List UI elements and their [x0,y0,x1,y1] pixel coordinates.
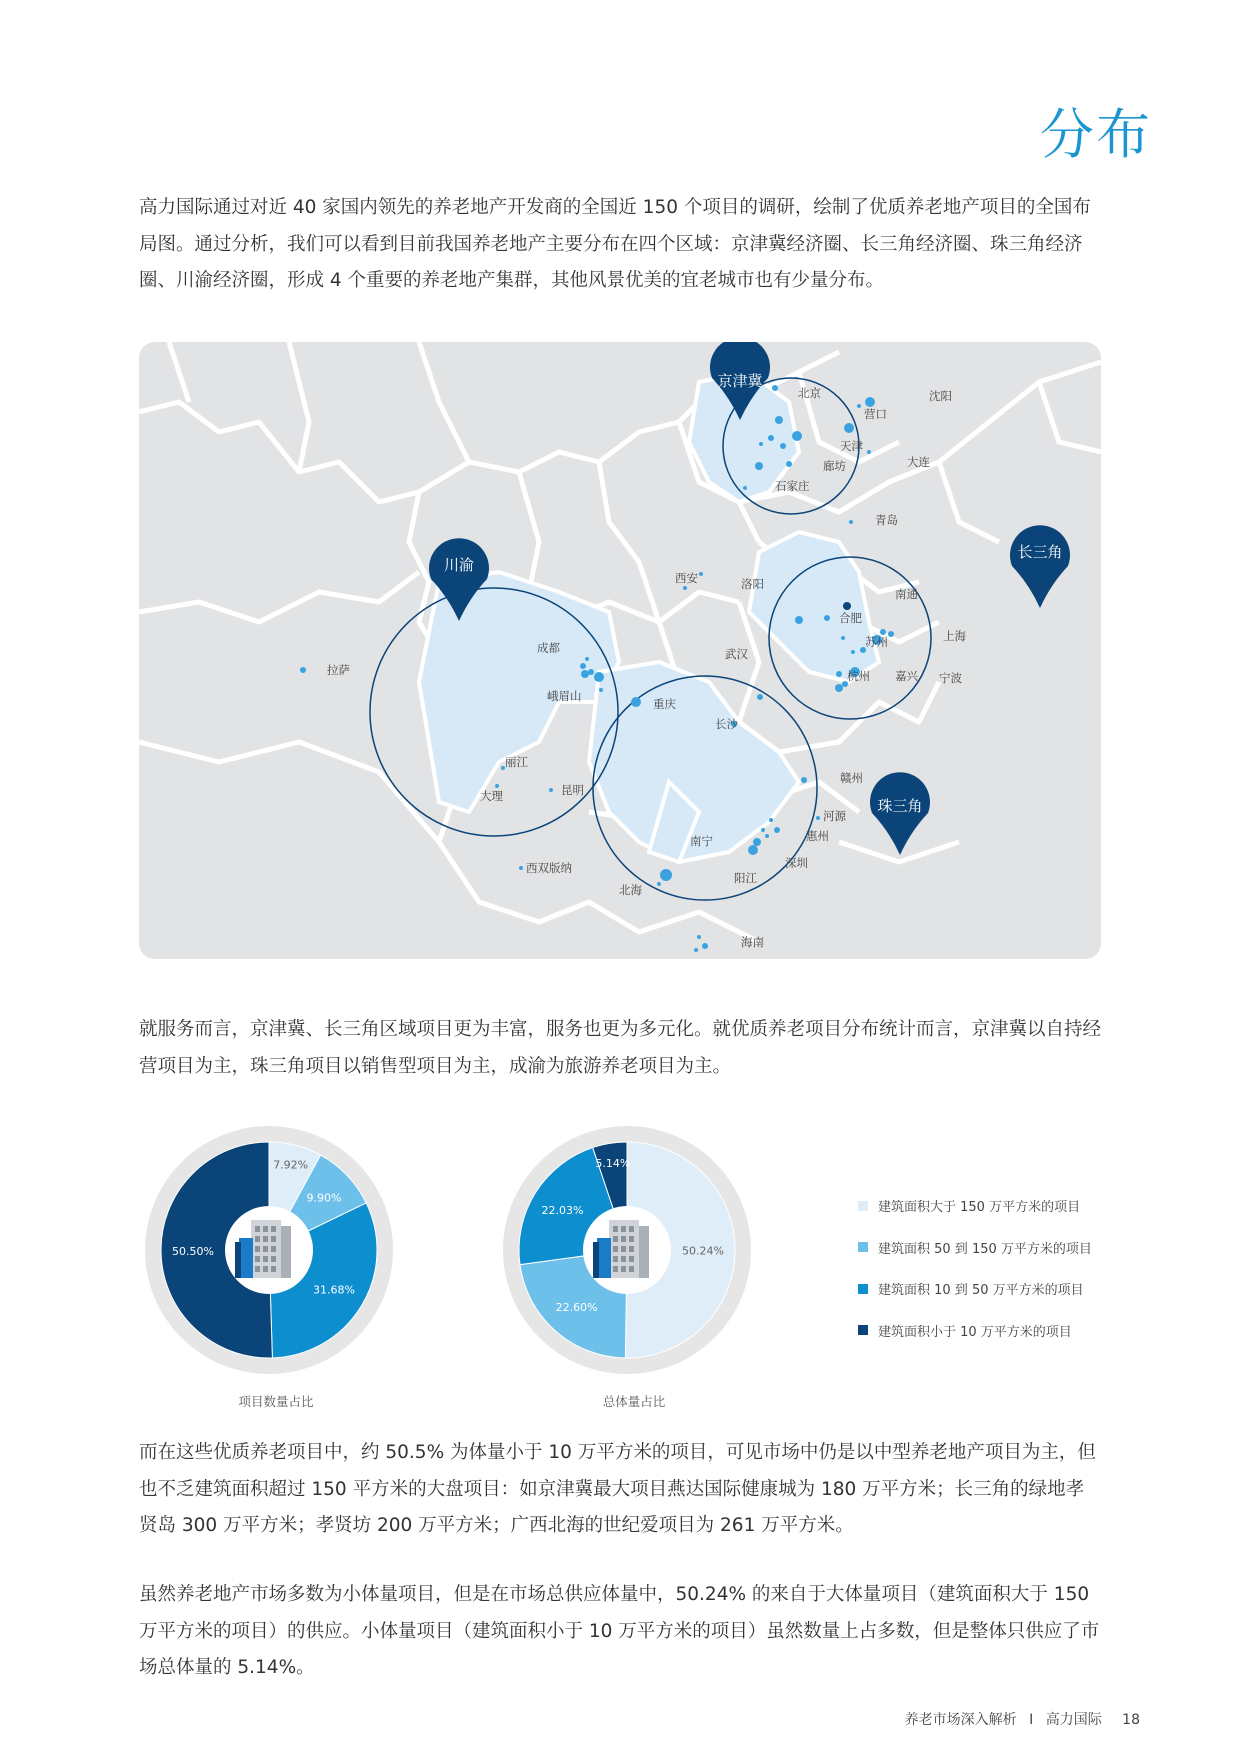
city-lasa: 拉萨 [327,663,350,677]
legend-item: 建筑面积大于 150 万平方米的项目 [858,1185,1092,1227]
city-xishuangbanna: 西双版纳 [526,861,572,875]
footer-report: 养老市场深入解析 [904,1712,1017,1728]
city-dali: 大理 [480,789,503,803]
city-changsha: 长沙 [715,717,738,731]
city-langfang: 廊坊 [823,459,846,473]
pie-volume-svg [497,1120,757,1380]
legend-swatch [858,1284,868,1294]
city-chongqing: 重庆 [653,697,676,711]
pie-count-slice-label-0: 7.92% [273,1158,309,1172]
distribution-map [139,342,1101,959]
city-hangzhou: 杭州 [847,669,870,683]
pie-legend [858,1185,1092,1351]
intro-paragraph: 高力国际通过对近 40 家国内领先的养老地产开发商的全国近 150 个项目的调研，绘制了优质养老地产项目的全国布局图。通过分析，我们可以看到目前我国养老地产主要分布在四个区域：京津冀经济圈、长三角经济圈、珠三角经济圈、川渝经济圈，形成 4 个重要的养老地产集群，其他风景优美的宜老城市也有少量分布。 [139,197,1091,291]
svg-text:京津冀: 京津冀 [717,372,763,390]
city-wuhan: 武汉 [725,647,748,661]
city-luoyang: 洛阳 [741,577,764,591]
map-svg [139,342,1101,959]
footer-company: 高力国际 [1045,1712,1102,1728]
city-yangjiang: 阳江 [734,871,757,885]
city-hefei: 合肥 [839,611,862,625]
city-shanghai: 上海 [943,629,966,643]
pie-count-slice-label-2: 31.68% [313,1283,356,1297]
city-shijiazhuang: 石家庄 [775,479,810,493]
pie-count-svg [139,1120,399,1380]
pie-chart-count [139,1120,399,1384]
legend-swatch [858,1201,868,1211]
svg-text:川渝: 川渝 [443,556,475,574]
project-size-paragraph: 而在这些优质养老项目中，约 50.5% 为体量小于 10 万平方米的项目，可见市场中仍是以中型养老地产项目为主，但也不乏建筑面积超过 150 平方米的大盘项目：如京津冀最大项目燕达国际健康城为 180 万平方米；长三角的绿地孝贤岛 300 万平方米；孝贤坊 200 万平方米；广西北海的世纪爱项目为 261 万平方米。 [139,1442,1096,1536]
page-number: 18 [1122,1712,1140,1728]
pie-volume-slice-label-0: 50.24% [682,1244,724,1258]
city-beihai: 北海 [619,883,642,897]
service-paragraph: 就服务而言，京津冀、长三角区域项目更为丰富，服务也更为多元化。就优质养老项目分布统计而言，京津冀以自持经营项目为主，珠三角项目以销售型项目为主，成渝为旅游养老项目为主。 [139,1019,1102,1077]
city-chengdu: 成都 [537,641,560,655]
city-beijing: 北京 [798,386,821,400]
pie-volume-caption: 总体量占比 [602,1394,666,1409]
svg-text:长三角: 长三角 [1017,543,1063,561]
legend-item: 建筑面积 50 到 150 万平方米的项目 [858,1227,1092,1269]
city-ningbo: 宁波 [939,671,962,685]
city-nantong: 南通 [895,587,918,601]
legend-swatch [858,1242,868,1252]
legend-swatch [858,1325,868,1335]
city-shenyang: 沈阳 [929,389,952,403]
city-dalian: 大连 [907,455,930,469]
city-qingdao: 青岛 [875,513,898,527]
pie-chart-volume [497,1120,757,1384]
city-shenzhen: 深圳 [785,856,808,870]
pie-count-caption: 项目数量占比 [238,1394,314,1409]
footer-separator: I [1029,1712,1034,1728]
legend-item: 建筑面积 10 到 50 万平方米的项目 [858,1268,1092,1310]
supply-paragraph: 虽然养老地产市场多数为小体量项目，但是在市场总供应体量中，50.24% 的来自于大体量项目（建筑面积大于 150 万平方米的项目）的供应。小体量项目（建筑面积小于 10 万平方米的项目）虽然数量上占多数，但是整体只供应了市场总体量的 5.14%。 [139,1584,1100,1678]
city-nanning: 南宁 [690,834,713,848]
pie-volume-slice-label-1: 22.60% [555,1300,598,1314]
city-kunming: 昆明 [561,783,584,797]
city-suzhou: 苏州 [865,635,888,649]
city-lijiang: 丽江 [505,755,528,769]
page-title: 分布 [1040,103,1152,166]
city-jiaxing: 嘉兴 [895,669,918,683]
legend-item: 建筑面积小于 10 万平方米的项目 [858,1310,1092,1352]
pie-count-slice-label-1: 9.90% [306,1191,342,1205]
city-emeishan: 峨眉山 [547,689,582,703]
city-xian: 西安 [675,571,698,585]
pie-volume-slice-label-2: 22.03% [541,1203,584,1217]
city-huizhou: 惠州 [806,829,829,843]
page-footer [901,1709,1144,1729]
city-heyuan: 河源 [823,809,846,823]
pie-count-slice-label-3: 50.50% [172,1245,214,1259]
city-ganzhou: 赣州 [840,771,863,785]
city-yingkou: 营口 [864,407,887,421]
city-hainan: 海南 [741,935,764,949]
city-tianjin: 天津 [840,439,863,453]
pie-volume-slice-label-3: 5.14% [595,1157,631,1171]
svg-text:珠三角: 珠三角 [877,797,923,815]
